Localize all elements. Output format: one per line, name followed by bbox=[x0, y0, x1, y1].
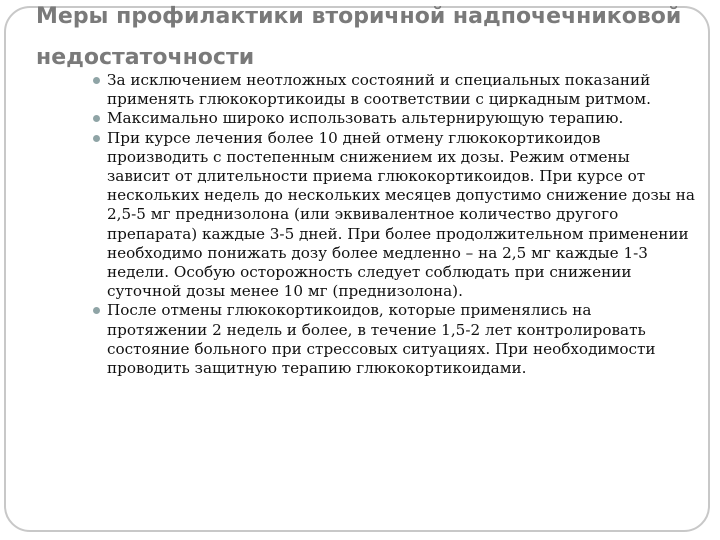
bullet-dot-icon bbox=[93, 307, 100, 314]
bullet-item bbox=[6, 129, 696, 302]
bullet-text: Максимально широко использовать альтернирующую терапию. bbox=[107, 109, 624, 128]
bullet-list bbox=[6, 71, 696, 378]
bullet-dot-icon bbox=[93, 77, 100, 84]
bullet-dot-icon bbox=[93, 115, 100, 122]
bullet-item bbox=[6, 109, 696, 128]
bullet-dot-icon bbox=[93, 135, 100, 142]
bullet-item bbox=[6, 301, 696, 378]
bullet-text: За исключением неотложных состояний и специальных показаний применять глюкокортикоиды в соответствии с циркадным ритмом. bbox=[107, 71, 651, 109]
bullet-text: При курсе лечения более 10 дней отмену глюкокортикоидов производить с постепенным снижением их дозы. Режим отмены зависит от длительности приема глюкокортикоидов. При курсе от нескольких недель до нескольких месяцев допустимо снижение дозы на 2,5-5 мг преднизолона (или эквивалентное количество другого препарата) каждые 3-5 дней. При более продолжительном применении необходимо понижать дозу более медленно – на 2,5 мг каждые 1-3 недели. Особую осторожность следует соблюдать при снижении суточной дозы менее 10 мг (преднизолона). bbox=[107, 128, 695, 301]
bullet-text: После отмены глюкокортикоидов, которые применялись на протяжении 2 недель и более, в течение 1,5-2 лет контролировать состояние больного при стрессовых ситуациях. При необходимости проводить защитную терапию глюкокортикоидами. bbox=[107, 301, 656, 378]
slide-title: Меры профилактики вторичной надпочечниковой недостаточности bbox=[36, 4, 682, 70]
bullet-item bbox=[6, 71, 696, 109]
slide-frame bbox=[4, 6, 710, 532]
